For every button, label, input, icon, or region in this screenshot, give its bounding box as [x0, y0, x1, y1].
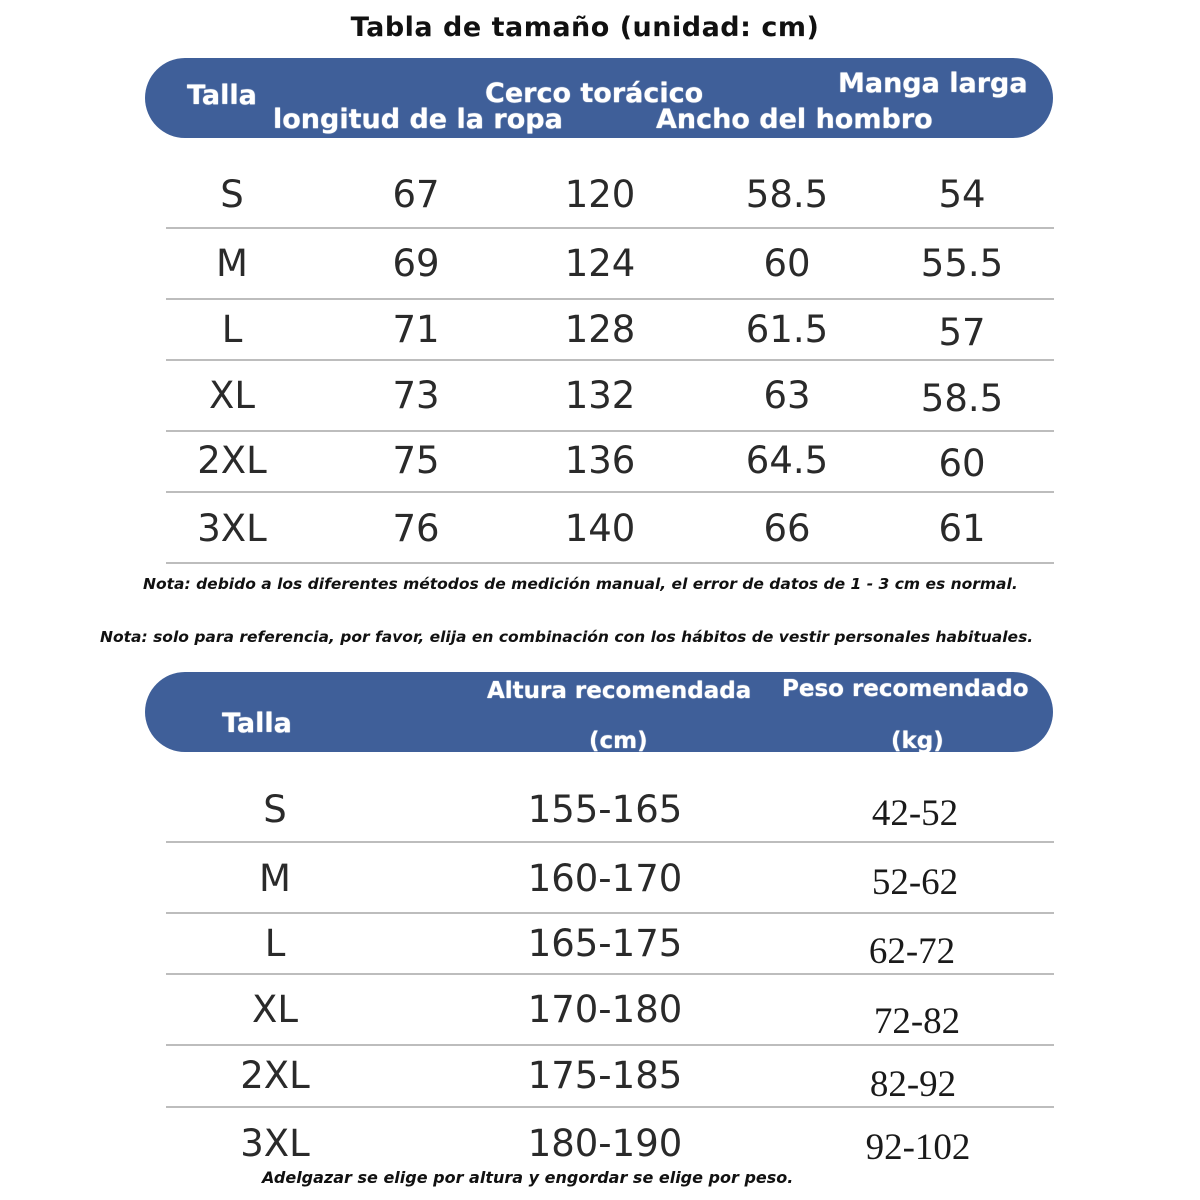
- t1-row1-sleeve: 55.5: [920, 242, 1004, 285]
- t2-separator: [166, 1044, 1054, 1046]
- t1-row3-size: XL: [209, 374, 255, 417]
- t1-row0-size: S: [220, 173, 244, 216]
- t1-row3-shoulder: 63: [763, 374, 811, 417]
- table2-header-weight-unit: (kg): [891, 728, 944, 754]
- t2-row0-height: 155-165: [527, 788, 683, 831]
- t2-row0-size: S: [263, 788, 287, 831]
- t2-row3-height: 170-180: [527, 988, 683, 1031]
- table2-header-weight: Peso recomendado: [782, 676, 1029, 702]
- note-reference: Nota: solo para referencia, por favor, elija en combinación con los hábitos de vestir personales habituales.: [100, 628, 1034, 646]
- note-measurement-error: Nota: debido a los diferentes métodos de medición manual, el error de datos de 1 - 3 cm es normal.: [143, 575, 1018, 593]
- t1-row4-length: 75: [392, 439, 440, 482]
- t1-row3-sleeve: 58.5: [920, 377, 1004, 420]
- t1-row3-length: 73: [392, 374, 440, 417]
- t1-row1-shoulder: 60: [763, 242, 811, 285]
- t2-separator: [166, 912, 1054, 914]
- t1-row0-shoulder: 58.5: [745, 173, 829, 216]
- t1-row0-sleeve: 54: [938, 173, 986, 216]
- t1-separator: [166, 227, 1054, 229]
- t1-row4-shoulder: 64.5: [745, 439, 829, 482]
- t2-row3-weight: 72-82: [873, 1001, 961, 1042]
- t2-row0-weight: 42-52: [871, 793, 959, 834]
- t1-row4-chest: 136: [564, 439, 636, 482]
- t1-row5-sleeve: 61: [938, 507, 986, 550]
- t2-row5-weight: 92-102: [865, 1127, 971, 1168]
- t1-row2-size: L: [221, 308, 243, 351]
- table1-header-shoulder: Ancho del hombro: [656, 104, 933, 135]
- t1-row0-chest: 120: [564, 173, 636, 216]
- t1-separator: [166, 359, 1054, 361]
- footer-note: Adelgazar se elige por altura y engordar se elige por peso.: [262, 1168, 794, 1187]
- t1-row2-shoulder: 61.5: [745, 308, 829, 351]
- t1-row5-length: 76: [392, 507, 440, 550]
- t1-separator: [166, 298, 1054, 300]
- t2-separator: [166, 973, 1054, 975]
- t2-row2-size: L: [264, 922, 286, 965]
- t1-row4-sleeve: 60: [938, 442, 986, 485]
- t1-row2-chest: 128: [564, 308, 636, 351]
- t1-separator: [166, 562, 1054, 564]
- t2-row2-weight: 62-72: [868, 931, 956, 972]
- t2-row4-size: 2XL: [240, 1054, 310, 1097]
- t1-row1-chest: 124: [564, 242, 636, 285]
- t1-separator: [166, 491, 1054, 493]
- t2-row5-size: 3XL: [240, 1122, 310, 1165]
- t1-row1-size: M: [216, 242, 248, 285]
- t1-row2-length: 71: [392, 308, 440, 351]
- t2-row1-weight: 52-62: [871, 862, 959, 903]
- t2-row1-height: 160-170: [527, 857, 683, 900]
- table2-header-size: Talla: [222, 708, 292, 739]
- table1-header-chest: Cerco torácico: [485, 78, 704, 109]
- t2-row5-height: 180-190: [527, 1122, 683, 1165]
- page-title: Tabla de tamaño (unidad: cm): [350, 12, 820, 43]
- t1-row0-length: 67: [392, 173, 440, 216]
- table2-header-height-unit: (cm): [589, 728, 648, 754]
- t2-separator: [166, 1106, 1054, 1108]
- t1-row5-size: 3XL: [197, 507, 267, 550]
- t2-row4-height: 175-185: [527, 1054, 683, 1097]
- t1-separator: [166, 430, 1054, 432]
- table1-header-length: longitud de la ropa: [273, 104, 563, 135]
- t1-row3-chest: 132: [564, 374, 636, 417]
- t1-row5-shoulder: 66: [763, 507, 811, 550]
- t2-row3-size: XL: [252, 988, 298, 1031]
- t1-row5-chest: 140: [564, 507, 636, 550]
- t2-separator: [166, 841, 1054, 843]
- t1-row1-length: 69: [392, 242, 440, 285]
- table1-header-size: Talla: [187, 80, 257, 111]
- table1-header-sleeve: Manga larga: [838, 68, 1028, 99]
- t2-row4-weight: 82-92: [869, 1064, 957, 1105]
- t2-row2-height: 165-175: [527, 922, 683, 965]
- t1-row2-sleeve: 57: [938, 311, 986, 354]
- t1-row4-size: 2XL: [197, 439, 267, 482]
- t2-row1-size: M: [259, 857, 291, 900]
- table2-header-height: Altura recomendada: [487, 678, 752, 704]
